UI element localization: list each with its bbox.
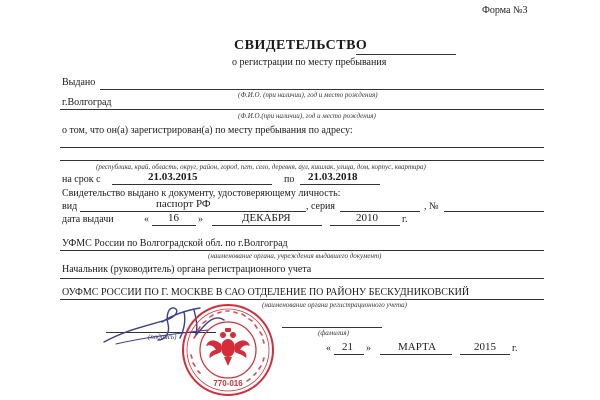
term-to-value: 21.03.2018: [308, 171, 358, 183]
issue-year-line: [330, 225, 400, 226]
doc-type-value: паспорт РФ: [156, 198, 211, 210]
sign-date-month: МАРТА: [398, 341, 437, 353]
issue-date-year-suffix: г.: [402, 214, 408, 225]
registration-office: ОУФМС РОССИИ ПО Г. МОСКВЕ В САО ОТДЕЛЕНИЕ ПО РАЙОНУ БЕСКУДНИКОВСКИЙ: [62, 287, 470, 298]
sign-year-line: [460, 354, 510, 355]
official-stamp-icon: [180, 302, 276, 398]
document-title: СВИДЕТЕЛЬСТВО: [234, 38, 368, 53]
title-number-line: [356, 54, 456, 55]
birthplace-value: г.Волгоград: [62, 97, 112, 108]
issue-month-line: [212, 225, 322, 226]
issue-date-year: 2010: [356, 212, 378, 224]
doc-type-label: вид: [62, 201, 78, 212]
address-line-1: [60, 147, 544, 148]
stamp-code: 770-016: [213, 379, 243, 388]
sign-date-close-quote: »: [366, 343, 371, 354]
sign-date-day: 21: [342, 341, 353, 353]
issue-date-day: 16: [168, 212, 179, 224]
doc-series-label: , серия: [306, 201, 335, 212]
sign-day-line: [334, 354, 364, 355]
reg-office-hint: (наименование органа регистрационного учета): [262, 301, 407, 309]
sign-date-year: 2015: [474, 341, 496, 353]
issue-date-month: ДЕКАБРЯ: [242, 212, 291, 224]
authority-line: [60, 250, 544, 251]
issue-date-close-quote: »: [198, 214, 203, 225]
head-line: [60, 278, 544, 279]
issue-day-line: [152, 225, 196, 226]
form-number: Форма №3: [482, 5, 528, 16]
sign-date-open-quote: «: [326, 343, 331, 354]
head-label: Начальник (руководитель) органа регистрационного учета: [62, 264, 312, 275]
doc-number-line: [444, 211, 544, 212]
issue-date-open-quote: «: [144, 214, 149, 225]
authority-hint: (наименование органа, учреждения выдавшего документ): [208, 252, 382, 260]
term-to-line: [300, 184, 380, 185]
signature-hint: (подпись): [148, 333, 177, 341]
term-from-label: на срок с: [62, 174, 101, 185]
sign-month-line: [380, 354, 452, 355]
surname-line: [282, 327, 382, 328]
fio-hint-2: (Ф.И.О.(при наличии), год и место рождения): [238, 112, 376, 120]
surname-hint: (фамилия): [318, 329, 349, 337]
issued-on-doc-text: Свидетельство выдано к документу, удостоверяющему личность:: [62, 188, 341, 199]
doc-series-line: [340, 211, 420, 212]
registered-text: о том, что он(а) зарегистрирован(а) по месту пребывания по адресу:: [62, 125, 353, 136]
document-subtitle: о регистрации по месту пребывания: [232, 57, 387, 68]
sign-date-year-suffix: г.: [512, 343, 518, 354]
address-hint: (республика, край, область, округ, район, город, пгт, село, деревня, аул, кишлак, улица, дом, корпус, квартира): [96, 163, 426, 171]
address-line-2: [60, 160, 544, 161]
doc-number-label: , №: [424, 201, 439, 212]
birthplace-line: [60, 109, 544, 110]
issue-date-label: дата выдачи: [62, 214, 114, 225]
term-to-label: по: [284, 174, 295, 185]
term-from-line: [112, 184, 272, 185]
issued-label: Выдано: [62, 77, 96, 88]
authority-value: УФМС России по Волгоградской обл. по г.Волгоград: [62, 238, 288, 249]
term-from-value: 21.03.2015: [148, 171, 198, 183]
fio-hint-1: (Ф.И.О. (при наличии), год и место рождения): [238, 91, 378, 99]
issued-line: [100, 89, 544, 90]
